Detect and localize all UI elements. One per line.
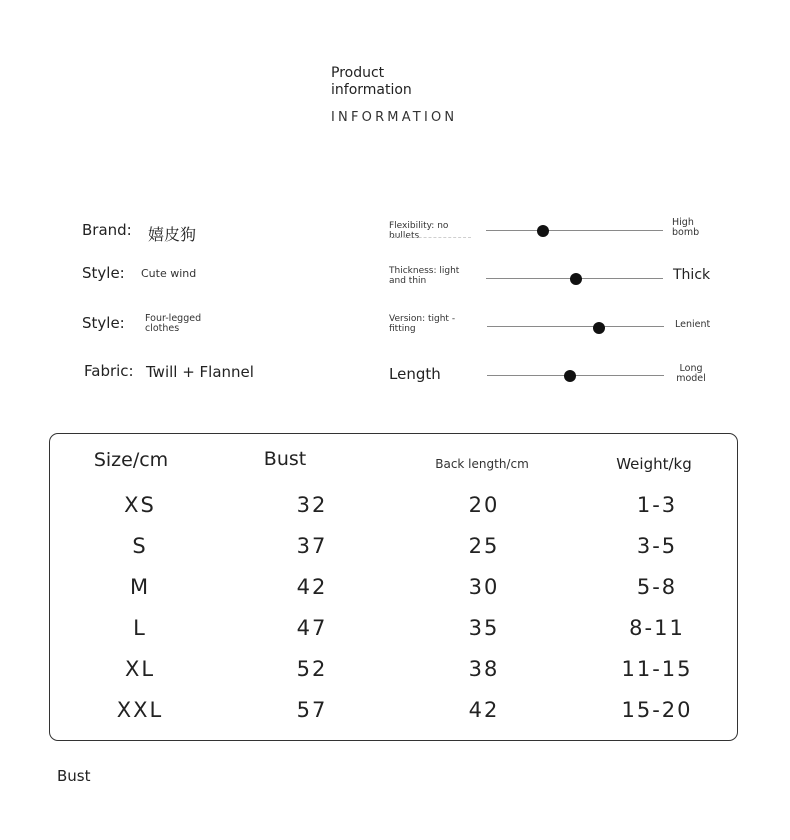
table-cell: 25 [468,534,500,558]
thickness-right-label: Thick [673,267,711,283]
flexibility-knob [537,225,549,237]
style-value: Cute wind [141,267,197,280]
page-title-line-1: Product [331,65,385,81]
table-cell: 38 [468,657,500,681]
table-cell: 57 [296,698,328,722]
table-cell-size: XL [124,657,156,681]
table-cell: 47 [296,616,328,640]
brand-value: 嬉皮狗 [148,225,197,244]
table-cell-size: M [129,575,151,599]
table-header-back-length: Back length/cm [435,457,529,471]
version-track [487,326,664,327]
version-right-label: Lenient [675,319,711,330]
table-cell: 20 [468,493,500,517]
table-cell: 37 [296,534,328,558]
flexibility-right-label: High bomb [672,217,700,238]
table-header-size: Size/cm [93,449,169,471]
table-cell: 42 [468,698,500,722]
table-cell: 11-15 [621,657,693,681]
table-cell-size: L [133,616,147,640]
table-cell: 35 [468,616,500,640]
flexibility-left-label: Flexibility: no bullets [389,221,449,241]
table-cell: 30 [468,575,500,599]
table-cell: 1-3 [636,493,678,517]
page-title [331,65,412,99]
page-title-line-2: information [331,82,412,98]
table-cell: 52 [296,657,328,681]
length-right-label: Long model [676,363,706,384]
table-cell-size: XXL [116,698,164,722]
table-cell: 3-5 [636,534,678,558]
table-cell: 8-11 [629,616,685,640]
thickness-knob [570,273,582,285]
style-label-2: Style: [82,314,125,332]
table-cell: 5-8 [636,575,678,599]
length-knob [564,370,576,382]
style-value-2: Four-legged clothes [145,313,202,334]
table-header-weight: Weight/kg [616,455,692,473]
page-subtitle: INFORMATION [331,110,458,125]
style-label: Style: [82,264,125,282]
bust-label: Bust [57,767,91,785]
fabric-value: Twill + Flannel [146,363,254,381]
length-left-label: Length [389,365,441,383]
fabric-label: Fabric: [84,362,134,380]
size-table [49,433,738,741]
brand-label: Brand: [82,221,132,239]
table-cell-size: XS [124,493,156,517]
table-header-bust: Bust [263,448,307,470]
divider [389,237,471,238]
table-cell: 15-20 [621,698,693,722]
table-cell: 32 [296,493,328,517]
version-knob [593,322,605,334]
version-left-label: Version: tight -fitting [389,314,456,334]
flexibility-track [486,230,663,231]
thickness-left-label: Thickness: light and thin [389,266,460,286]
table-cell: 42 [296,575,328,599]
table-cell-size: S [132,534,148,558]
